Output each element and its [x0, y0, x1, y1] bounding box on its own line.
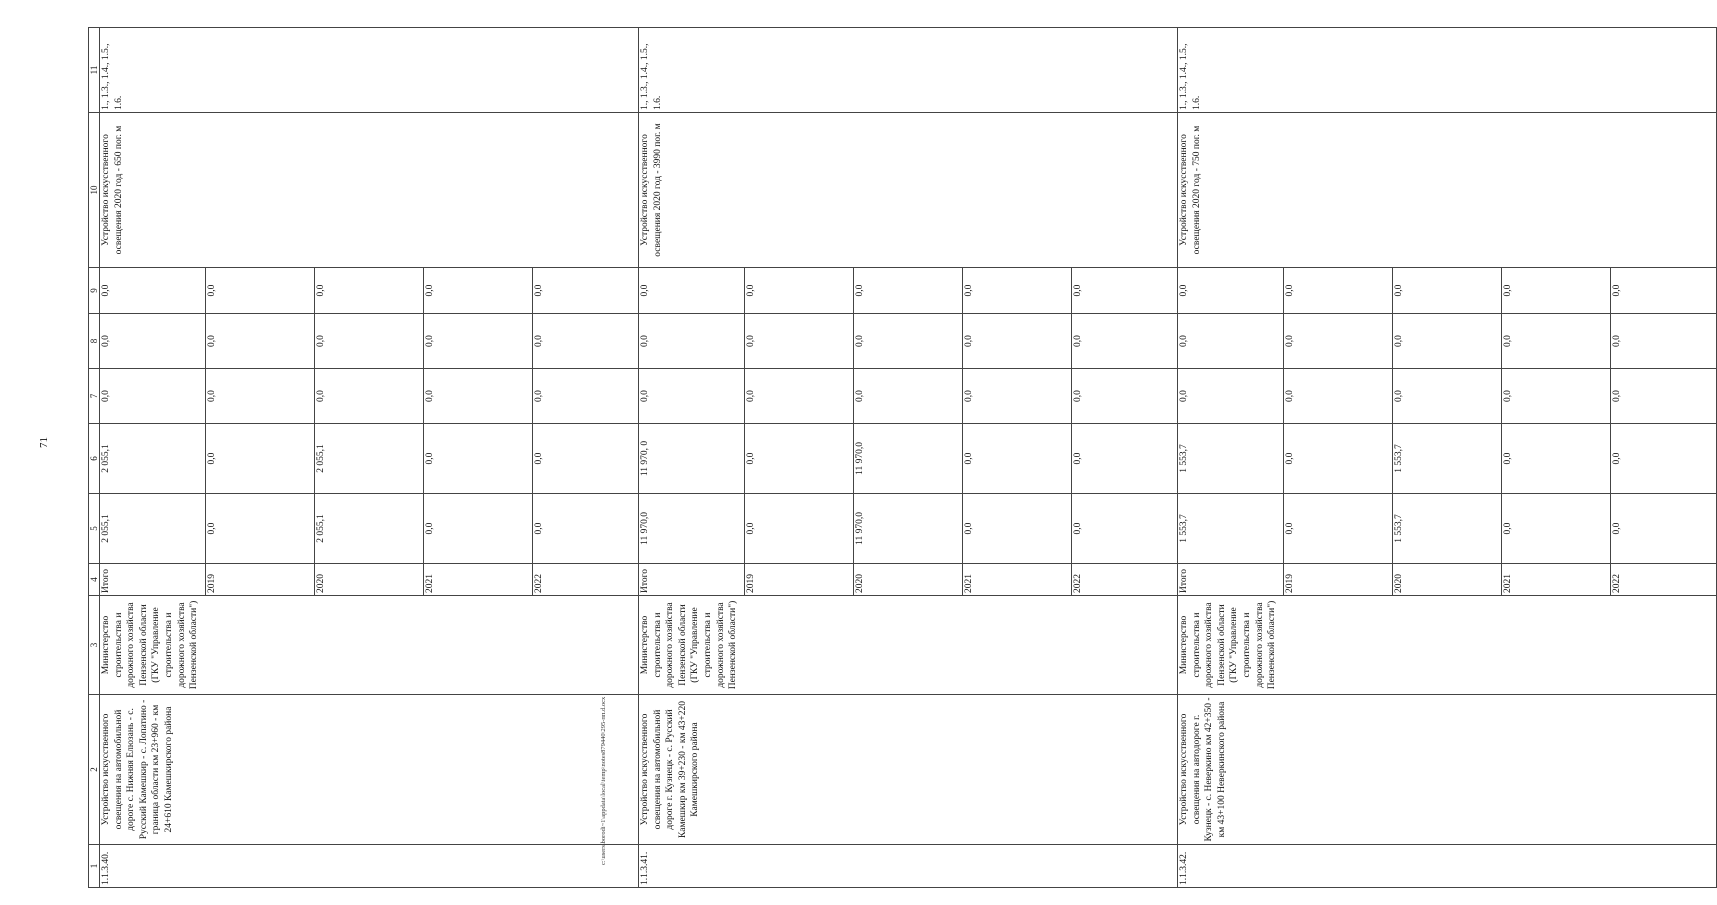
- amount-federal-value: 0,0: [205, 369, 314, 423]
- indicator-refs: 1., 1.3., 1.4., 1.5., 1.6.: [639, 28, 1178, 113]
- amount-local-value: 0,0: [424, 314, 533, 368]
- amount-other-value: 0,0: [314, 268, 423, 313]
- executor: Министерство строительства и дорожного хозяйства Пензенской области (ГКУ "Управление строительства и дорожного хозяйства Пензенской области"): [1178, 596, 1717, 695]
- amount-other-line: [963, 268, 1072, 313]
- amount-federal-value: 0,0: [853, 369, 962, 423]
- amount-regional-line: [424, 424, 533, 493]
- row-id: 1.1.3.40.: [100, 845, 639, 888]
- year-line: [1178, 564, 1283, 595]
- amount-regional-line: [853, 424, 962, 493]
- amount-regional-value: 11 970,0: [853, 424, 962, 493]
- amount-local-list: [1178, 314, 1716, 368]
- amount-federal-line: [853, 369, 962, 423]
- year-list: [100, 564, 638, 595]
- amount-federal-list: [1178, 369, 1716, 423]
- amount-total-cell: [639, 494, 1178, 564]
- amount-federal-value: 0,0: [1612, 390, 1623, 402]
- amount-other-list: [639, 268, 1177, 313]
- amount-local-line: [1178, 314, 1283, 368]
- col-header: 4: [89, 564, 100, 596]
- amount-other-list: [100, 268, 638, 313]
- amount-local-value: 0,0: [744, 314, 853, 368]
- amount-total-value: 0,0: [424, 494, 533, 563]
- amount-federal-line: [533, 369, 638, 423]
- amount-federal-line: [1502, 369, 1611, 423]
- amount-regional-value: 2 055,1: [100, 424, 205, 493]
- amount-other-line: [314, 268, 423, 313]
- col-header: 2: [89, 695, 100, 845]
- amount-other-line: [1283, 268, 1392, 313]
- amount-local-line: [1502, 314, 1611, 368]
- amount-federal-list: [100, 369, 638, 423]
- year-line: [744, 564, 853, 595]
- amount-regional-line: [744, 424, 853, 493]
- amount-local-value: 0,0: [1392, 314, 1501, 368]
- col-header: 3: [89, 596, 100, 695]
- amount-regional-line: [1283, 424, 1392, 493]
- amount-local-line: [963, 314, 1072, 368]
- amount-local-line: [639, 314, 744, 368]
- amount-total-value: 0,0: [1502, 494, 1611, 563]
- amount-federal-line: [1072, 369, 1177, 423]
- amount-other-value: 0,0: [1073, 284, 1084, 297]
- amount-local-value: 0,0: [1612, 335, 1623, 347]
- amount-local-value: 0,0: [100, 314, 205, 368]
- amount-total-value: 0,0: [963, 494, 1072, 563]
- amount-total-line: [1178, 494, 1283, 563]
- amount-other-line: [744, 268, 853, 313]
- amount-regional-value: 0,0: [205, 424, 314, 493]
- amount-local-line: [205, 314, 314, 368]
- amount-local-line: [424, 314, 533, 368]
- rotated-table-container: [88, 28, 1623, 888]
- amount-other-value: 0,0: [205, 268, 314, 313]
- amount-local-line: [1392, 314, 1501, 368]
- amount-total-cell: [1178, 494, 1717, 564]
- amount-federal-cell: [639, 369, 1178, 424]
- amount-total-line: [424, 494, 533, 563]
- amount-regional-value: 0,0: [1283, 424, 1392, 493]
- year-line: [853, 564, 962, 595]
- amount-local-list: [639, 314, 1177, 368]
- amount-local-line: [853, 314, 962, 368]
- amount-regional-cell: [639, 424, 1178, 494]
- amount-other-value: 0,0: [1178, 268, 1283, 313]
- amount-local-value: 0,0: [1073, 335, 1084, 347]
- amount-federal-cell: [100, 369, 639, 424]
- year-cell: [639, 564, 1178, 596]
- amount-federal-value: 0,0: [534, 390, 545, 402]
- amount-other-cell: [639, 268, 1178, 314]
- executor: Министерство строительства и дорожного хозяйства Пензенской области (ГКУ "Управление строительства и дорожного хозяйства Пензенской области"): [639, 596, 1178, 695]
- col-header: 6: [89, 424, 100, 494]
- amount-other-list: [1178, 268, 1716, 313]
- amount-regional-line: [533, 424, 638, 493]
- amount-regional-value: 0,0: [1502, 424, 1611, 493]
- amount-federal-line: [314, 369, 423, 423]
- amount-total-list: [639, 494, 1177, 563]
- amount-regional-list: [639, 424, 1177, 493]
- amount-federal-line: [963, 369, 1072, 423]
- object-name: Устройство искусственного освещения на автомобильной дороге с. Нижняя Елюзань - с. Русский Камешкир - с. Лопатино - граница области км 23+960 - км 24+610 Камешкирского района: [100, 695, 639, 845]
- amount-regional-line: [1392, 424, 1501, 493]
- amount-other-line: [639, 268, 744, 313]
- amount-regional-value: 1 553,7: [1392, 424, 1501, 493]
- year-value: Итого: [639, 564, 744, 595]
- year-line: [314, 564, 423, 595]
- amount-regional-line: [314, 424, 423, 493]
- amount-federal-value: 0,0: [424, 369, 533, 423]
- amount-federal-value: 0,0: [744, 369, 853, 423]
- amount-regional-value: 1 553,7: [1178, 424, 1283, 493]
- amount-federal-line: [744, 369, 853, 423]
- indicator-refs: 1., 1.3., 1.4., 1.5., 1.6.: [100, 28, 639, 113]
- col-header: 5: [89, 494, 100, 564]
- amount-federal-value: 0,0: [963, 369, 1072, 423]
- amount-other-line: [1611, 268, 1716, 313]
- year-line: [533, 564, 638, 595]
- amount-total-line: [533, 494, 638, 563]
- object-name: Устройство искусственного освещения на автодороге г. Кузнецк - с. Неверкино км 42+350 - км 43+100 Неверкинского района: [1178, 695, 1717, 845]
- amount-federal-value: 0,0: [1392, 369, 1501, 423]
- amount-regional-value: 0,0: [424, 424, 533, 493]
- year-value: 2019: [744, 564, 853, 595]
- amount-total-cell: [100, 494, 639, 564]
- table-row: [639, 28, 1178, 888]
- year-line: [100, 564, 205, 595]
- amount-regional-cell: [1178, 424, 1717, 494]
- amount-total-line: [1502, 494, 1611, 563]
- year-value: Итого: [100, 564, 205, 595]
- amount-other-value: 0,0: [1392, 268, 1501, 313]
- col-header: 8: [89, 314, 100, 369]
- amount-regional-cell: [100, 424, 639, 494]
- amount-other-value: 0,0: [639, 268, 744, 313]
- year-cell: [1178, 564, 1717, 596]
- amount-federal-line: [424, 369, 533, 423]
- amount-other-line: [1392, 268, 1501, 313]
- year-value: 2022: [534, 574, 545, 593]
- col-header: 1: [89, 845, 100, 888]
- amount-total-line: [205, 494, 314, 563]
- amount-other-line: [853, 268, 962, 313]
- year-line: [1392, 564, 1501, 595]
- amount-federal-value: 0,0: [1502, 369, 1611, 423]
- year-value: Итого: [1178, 564, 1283, 595]
- amount-regional-value: 0,0: [744, 424, 853, 493]
- amount-other-value: 0,0: [744, 268, 853, 313]
- amount-total-value: 0,0: [205, 494, 314, 563]
- amount-local-line: [100, 314, 205, 368]
- amount-regional-value: 2 055,1: [314, 424, 423, 493]
- amount-other-value: 0,0: [100, 268, 205, 313]
- amount-total-line: [1611, 494, 1716, 563]
- year-list: [1178, 564, 1716, 595]
- amount-regional-value: 0,0: [1612, 452, 1623, 465]
- amount-total-line: [1072, 494, 1177, 563]
- amount-other-line: [1072, 268, 1177, 313]
- amount-other-value: 0,0: [424, 268, 533, 313]
- amount-federal-line: [100, 369, 205, 423]
- amount-federal-value: 0,0: [314, 369, 423, 423]
- amount-local-value: 0,0: [1283, 314, 1392, 368]
- amount-regional-line: [1611, 424, 1716, 493]
- amount-total-value: 1 553,7: [1392, 494, 1501, 563]
- amount-total-value: 0,0: [744, 494, 853, 563]
- amount-local-value: 0,0: [1178, 314, 1283, 368]
- table-row: [100, 28, 639, 888]
- year-value: 2022: [1073, 574, 1084, 593]
- expected-result: Устройство искусственного освещения 2020 год - 750 пог. м: [1178, 113, 1717, 268]
- year-line: [1283, 564, 1392, 595]
- amount-total-value: 2 055,1: [100, 494, 205, 563]
- amount-federal-cell: [1178, 369, 1717, 424]
- year-value: 2019: [205, 564, 314, 595]
- amount-total-line: [100, 494, 205, 563]
- row-id: 1.1.3.42.: [1178, 845, 1717, 888]
- year-value: 2020: [853, 564, 962, 595]
- amount-other-cell: [1178, 268, 1717, 314]
- amount-regional-value: 0,0: [963, 424, 1072, 493]
- amount-other-line: [424, 268, 533, 313]
- amount-local-line: [1283, 314, 1392, 368]
- amount-local-value: 0,0: [205, 314, 314, 368]
- amount-local-value: 0,0: [534, 335, 545, 347]
- amount-regional-line: [100, 424, 205, 493]
- amount-local-value: 0,0: [1502, 314, 1611, 368]
- amount-total-line: [639, 494, 744, 563]
- amount-total-line: [744, 494, 853, 563]
- expected-result: Устройство искусственного освещения 2020 год - 3990 пог. м: [639, 113, 1178, 268]
- amount-local-value: 0,0: [963, 314, 1072, 368]
- expected-result: Устройство искусственного освещения 2020 год - 650 пог. м: [100, 113, 639, 268]
- amount-total-list: [1178, 494, 1716, 563]
- amount-total-list: [100, 494, 638, 563]
- amount-regional-line: [205, 424, 314, 493]
- amount-federal-line: [639, 369, 744, 423]
- amount-regional-line: [963, 424, 1072, 493]
- amount-regional-list: [1178, 424, 1716, 493]
- year-value: 2020: [314, 564, 423, 595]
- amount-regional-value: 11 970, 0: [639, 424, 744, 493]
- amount-total-line: [853, 494, 962, 563]
- amount-local-cell: [1178, 314, 1717, 369]
- amount-regional-value: 0,0: [1073, 452, 1084, 465]
- amount-local-line: [314, 314, 423, 368]
- executor: Министерство строительства и дорожного хозяйства Пензенской области (ГКУ "Управление строительства и дорожного хозяйства Пензенской области"): [100, 596, 639, 695]
- amount-federal-value: 0,0: [100, 369, 205, 423]
- amount-local-list: [100, 314, 638, 368]
- page-number: 71: [38, 437, 50, 448]
- indicator-refs: 1., 1.3., 1.4., 1.5., 1.6.: [1178, 28, 1717, 113]
- table-body: [100, 28, 1717, 888]
- amount-other-value: 0,0: [1283, 268, 1392, 313]
- table-row: [1178, 28, 1717, 888]
- amount-local-line: [533, 314, 638, 368]
- amount-local-cell: [639, 314, 1178, 369]
- amount-federal-value: 0,0: [639, 369, 744, 423]
- amount-regional-line: [1178, 424, 1283, 493]
- amount-total-line: [1283, 494, 1392, 563]
- amount-total-value: 11 970,0: [639, 494, 744, 563]
- year-line: [963, 564, 1072, 595]
- amount-federal-line: [1392, 369, 1501, 423]
- year-line: [639, 564, 744, 595]
- year-cell: [100, 564, 639, 596]
- amount-other-line: [533, 268, 638, 313]
- amount-other-value: 0,0: [1612, 284, 1623, 297]
- row-id: 1.1.3.41.: [639, 845, 1178, 888]
- amount-federal-line: [205, 369, 314, 423]
- col-header: 11: [89, 28, 100, 113]
- amount-regional-list: [100, 424, 638, 493]
- year-value: 2019: [1283, 564, 1392, 595]
- amount-federal-value: 0,0: [1073, 390, 1084, 402]
- header-row: [89, 28, 100, 888]
- amount-other-line: [1502, 268, 1611, 313]
- year-value: 2020: [1392, 564, 1501, 595]
- amount-federal-value: 0,0: [1283, 369, 1392, 423]
- amount-total-value: 0,0: [1073, 522, 1084, 535]
- program-table: [88, 27, 1717, 888]
- amount-local-line: [1072, 314, 1177, 368]
- amount-federal-line: [1178, 369, 1283, 423]
- amount-other-value: 0,0: [534, 284, 545, 297]
- amount-regional-value: 0,0: [534, 452, 545, 465]
- amount-local-value: 0,0: [314, 314, 423, 368]
- amount-total-value: 1 553,7: [1178, 494, 1283, 563]
- object-name: Устройство искусственного освещения на автомобильной дороге г. Кузнецк - с. Русский Камешкир км 39+230 - км 43+220 Камешкирского района: [639, 695, 1178, 845]
- amount-federal-value: 0,0: [1178, 369, 1283, 423]
- amount-total-value: 11 970,0: [853, 494, 962, 563]
- col-header: 9: [89, 268, 100, 314]
- year-value: 2022: [1612, 574, 1623, 593]
- amount-regional-line: [1502, 424, 1611, 493]
- year-value: 2021: [1502, 564, 1611, 595]
- amount-total-line: [963, 494, 1072, 563]
- year-value: 2021: [963, 564, 1072, 595]
- amount-other-cell: [100, 268, 639, 314]
- amount-total-value: 0,0: [1612, 522, 1623, 535]
- amount-total-value: 0,0: [534, 522, 545, 535]
- footer-file-path: c:\users\borodi~1\appdata\local\temp\notes879440\295-пп.d.ocx: [600, 696, 607, 865]
- amount-other-line: [205, 268, 314, 313]
- amount-total-value: 0,0: [1283, 494, 1392, 563]
- amount-other-value: 0,0: [963, 268, 1072, 313]
- amount-federal-list: [639, 369, 1177, 423]
- amount-other-value: 0,0: [1502, 268, 1611, 313]
- year-line: [1502, 564, 1611, 595]
- amount-other-line: [100, 268, 205, 313]
- amount-local-cell: [100, 314, 639, 369]
- amount-total-value: 2 055,1: [314, 494, 423, 563]
- amount-other-line: [1178, 268, 1283, 313]
- year-value: 2021: [424, 564, 533, 595]
- year-line: [424, 564, 533, 595]
- col-header: 7: [89, 369, 100, 424]
- amount-total-line: [314, 494, 423, 563]
- amount-local-value: 0,0: [853, 314, 962, 368]
- year-line: [1072, 564, 1177, 595]
- amount-federal-line: [1283, 369, 1392, 423]
- year-list: [639, 564, 1177, 595]
- year-line: [205, 564, 314, 595]
- year-line: [1611, 564, 1716, 595]
- amount-other-value: 0,0: [853, 268, 962, 313]
- amount-local-value: 0,0: [639, 314, 744, 368]
- amount-total-line: [1392, 494, 1501, 563]
- amount-federal-line: [1611, 369, 1716, 423]
- amount-regional-line: [639, 424, 744, 493]
- amount-local-line: [744, 314, 853, 368]
- amount-regional-line: [1072, 424, 1177, 493]
- col-header: 10: [89, 113, 100, 268]
- amount-local-line: [1611, 314, 1716, 368]
